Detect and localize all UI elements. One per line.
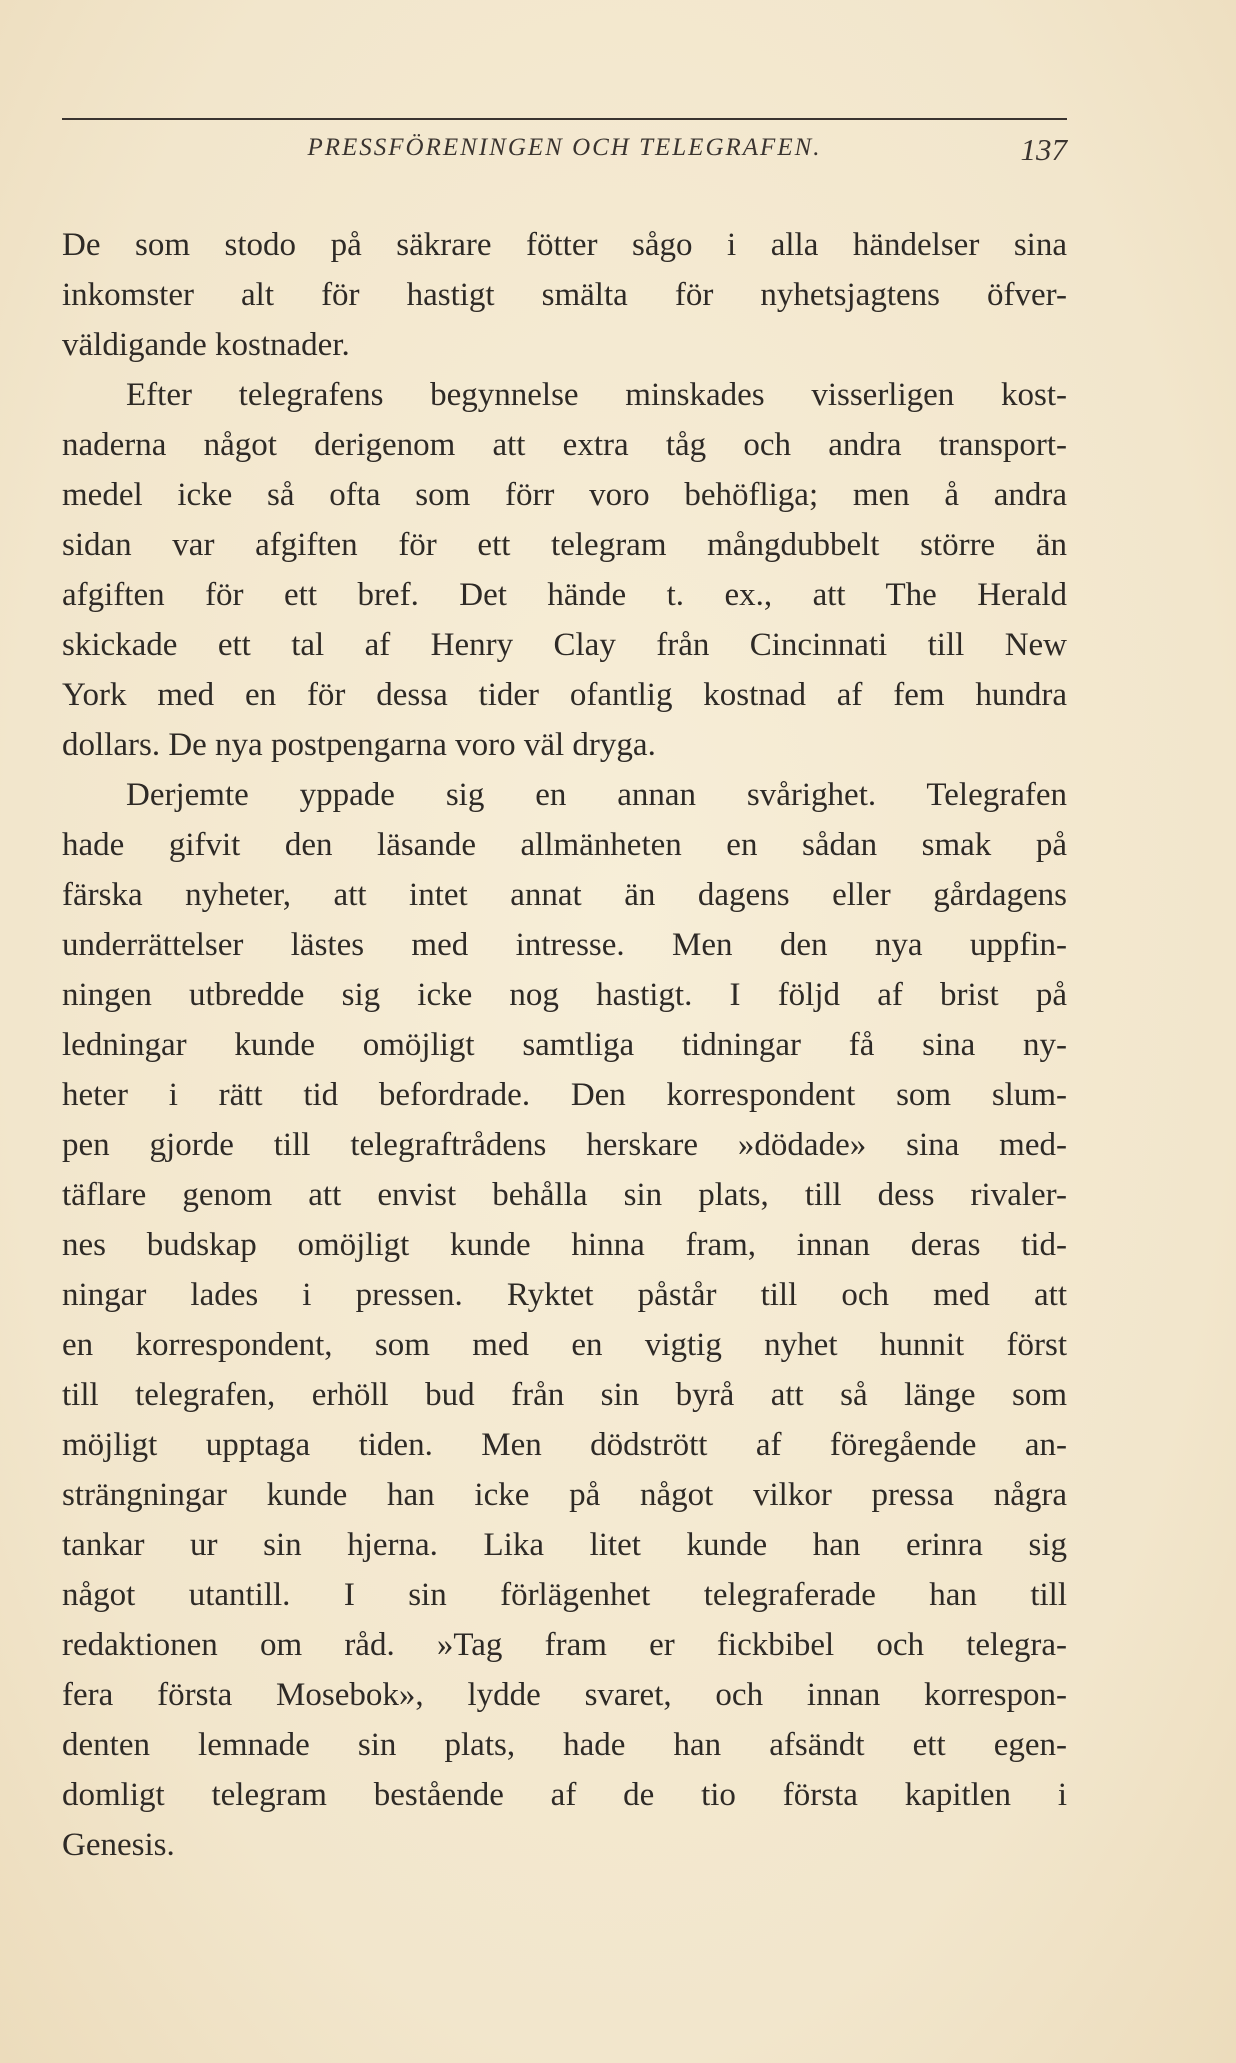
- text-line: ledningar kunde omöjligt samtliga tidningar få sina ny-: [62, 1027, 1067, 1063]
- text-line: sidan var afgiften för ett telegram mångdubbelt större än: [62, 527, 1067, 563]
- text-line: ningen utbredde sig icke nog hastigt. I följd af brist på: [62, 977, 1067, 1013]
- text-line: domligt telegram bestående af de tio första kapitlen i: [62, 1777, 1067, 1813]
- text-line: naderna något derigenom att extra tåg och andra transport-: [62, 427, 1067, 463]
- text-line: underrättelser lästes med intresse. Men den nya uppfin-: [62, 927, 1067, 963]
- text-line: dollars. De nya postpengarna voro väl dryga.: [62, 727, 656, 763]
- text-line: tankar ur sin hjerna. Lika litet kunde han erinra sig: [62, 1527, 1067, 1563]
- header-rule: [62, 118, 1067, 120]
- text-line: fera första Mosebok», lydde svaret, och innan korrespon-: [62, 1677, 1067, 1713]
- text-line: afgiften för ett bref. Det hände t. ex., att The Herald: [62, 577, 1067, 613]
- page-number: 137: [1020, 132, 1067, 167]
- text-line: hade gifvit den läsande allmänheten en sådan smak på: [62, 827, 1067, 863]
- text-line: nes budskap omöjligt kunde hinna fram, innan deras tid-: [62, 1227, 1067, 1263]
- text-line: denten lemnade sin plats, hade han afsändt ett egen-: [62, 1727, 1067, 1763]
- text-line: strängningar kunde han icke på något vilkor pressa några: [62, 1477, 1067, 1513]
- text-line: medel icke så ofta som förr voro behöfliga; men å andra: [62, 477, 1067, 513]
- running-head: PRESSFÖRENINGEN OCH TELEGRAFEN.: [307, 134, 822, 161]
- body-text: [62, 220, 1067, 1870]
- text-line: Derjemte yppade sig en annan svårighet. Telegrafen: [126, 777, 1067, 813]
- text-line: Genesis.: [62, 1827, 175, 1863]
- text-line: färska nyheter, att intet annat än dagens eller gårdagens: [62, 877, 1067, 913]
- text-line: Efter telegrafens begynnelse minskades visserligen kost-: [126, 377, 1067, 413]
- text-line: heter i rätt tid befordrade. Den korrespondent som slum-: [62, 1077, 1067, 1113]
- text-line: ningar lades i pressen. Ryktet påstår till och med att: [62, 1277, 1067, 1313]
- text-line: möjligt upptaga tiden. Men dödstrött af föregående an-: [62, 1427, 1067, 1463]
- text-line: skickade ett tal af Henry Clay från Cincinnati till New: [62, 627, 1067, 663]
- text-line: väldigande kostnader.: [62, 327, 350, 363]
- page-header: [62, 134, 1067, 174]
- text-line: pen gjorde till telegraftrådens herskare »dödade» sina med-: [62, 1127, 1067, 1163]
- text-line: täflare genom att envist behålla sin plats, till dess rivaler-: [62, 1177, 1067, 1213]
- text-line: York med en för dessa tider ofantlig kostnad af fem hundra: [62, 677, 1067, 713]
- text-line: De som stodo på säkrare fötter sågo i alla händelser sina: [62, 227, 1067, 263]
- text-line: en korrespondent, som med en vigtig nyhet hunnit först: [62, 1327, 1067, 1363]
- text-line: något utantill. I sin förlägenhet telegraferade han till: [62, 1577, 1067, 1613]
- text-line: redaktionen om råd. »Tag fram er fickbibel och telegra-: [62, 1627, 1067, 1663]
- text-line: inkomster alt för hastigt smälta för nyhetsjagtens öfver-: [62, 277, 1067, 313]
- text-line: till telegrafen, erhöll bud från sin byrå att så länge som: [62, 1377, 1067, 1413]
